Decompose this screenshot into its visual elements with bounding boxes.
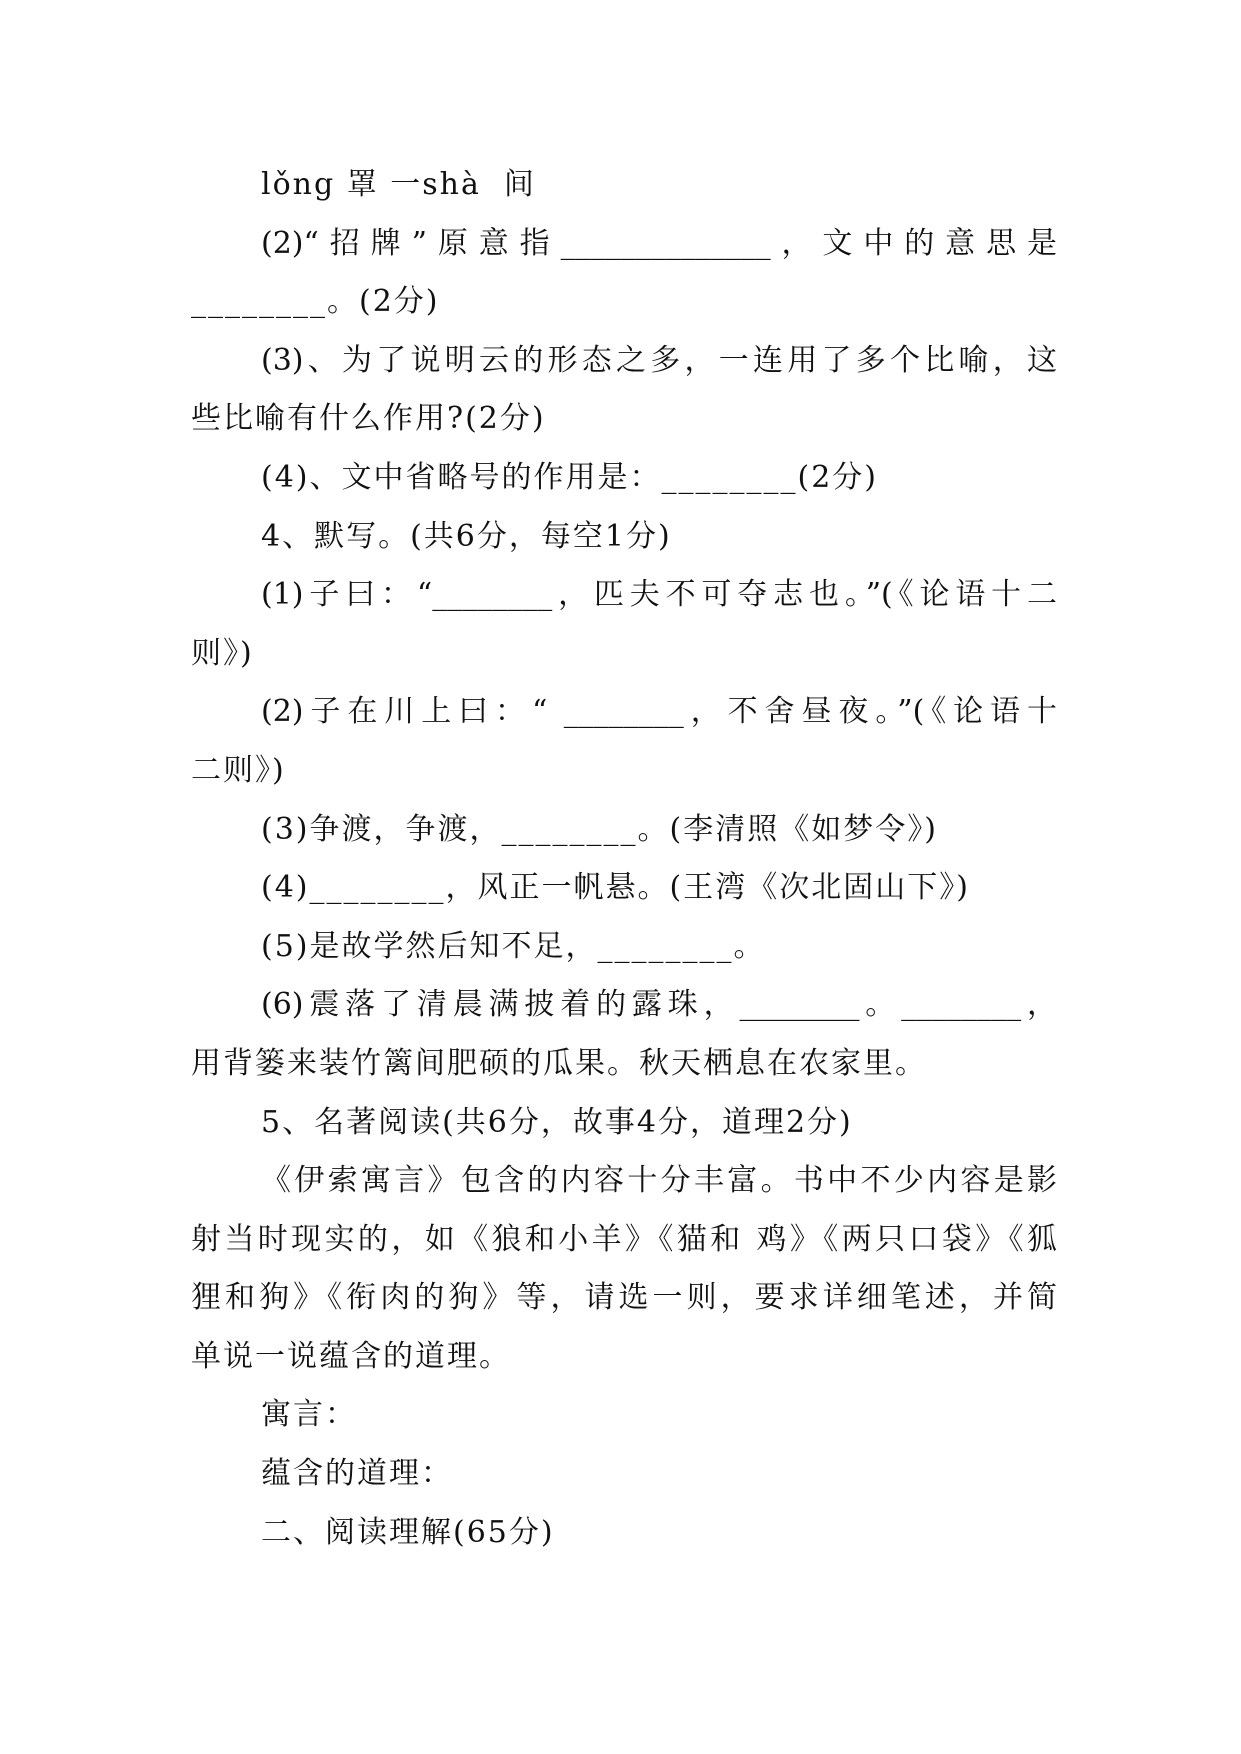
dictation-6-continued-line: 用背篓来装竹篱间肥硕的瓜果。秋天栖息在农家里。	[191, 1045, 927, 1081]
dictation-2-continued-line: 二则》)	[191, 752, 286, 788]
dictation-4-line: (4)________，风正一帆悬。(王湾《次北固山下》)	[261, 870, 970, 906]
document-page	[191, 156, 1057, 1562]
pinyin-line: lǒng 罩 一shà 间	[261, 167, 536, 202]
dictation-1-continued-line: 则》)	[191, 635, 254, 671]
section-2-heading: 二、阅读理解(65分)	[261, 1514, 555, 1550]
section-5-heading: 5、名著阅读(共6分，故事4分，道理2分)	[261, 1104, 853, 1140]
fable-answer-label: 寓言：	[261, 1397, 357, 1433]
dictation-2-line: (2)子在川上曰：“ ________，不舍昼夜。”(《论语十	[261, 694, 1057, 730]
section-4-heading: 4、默写。(共6分，每空1分)	[261, 518, 672, 554]
question-2-continued-line: ________。(2分)	[191, 284, 440, 320]
dictation-5-line: (5)是故学然后知不足，________。	[261, 928, 766, 964]
moral-answer-label: 蕴含的道理：	[261, 1456, 453, 1492]
dictation-6-line: (6)震落了清晨满披着的露珠，________。________，	[261, 987, 1057, 1023]
question-3-line: (3)、为了说明云的形态之多，一连用了多个比喻，这	[261, 342, 1057, 378]
question-4-line: (4)、文中省略号的作用是：________(2分)	[261, 459, 878, 495]
aesop-paragraph-line: 单说一说蕴含的道理。	[191, 1338, 511, 1374]
aesop-paragraph-line: 射当时现实的，如《狼和小羊》《猫和 鸡》《两只口袋》《狐	[191, 1221, 1057, 1257]
question-3-continued-line: 些比喻有什么作用?(2分)	[191, 401, 546, 437]
aesop-paragraph-line: 狸和狗》《衔肉的狗》等，请选一则，要求详细笔述，并简	[191, 1280, 1057, 1316]
question-2-line: (2)“招牌”原意指______________，文中的意思是	[261, 225, 1057, 261]
aesop-paragraph-line: 《伊索寓言》包含的内容十分丰富。书中不少内容是影	[261, 1163, 1057, 1199]
dictation-1-line: (1)子曰：“________，匹夫不可夺志也。”(《论语十二	[261, 577, 1057, 613]
dictation-3-line: (3)争渡，争渡，________。(李清照《如梦令》)	[261, 811, 938, 847]
